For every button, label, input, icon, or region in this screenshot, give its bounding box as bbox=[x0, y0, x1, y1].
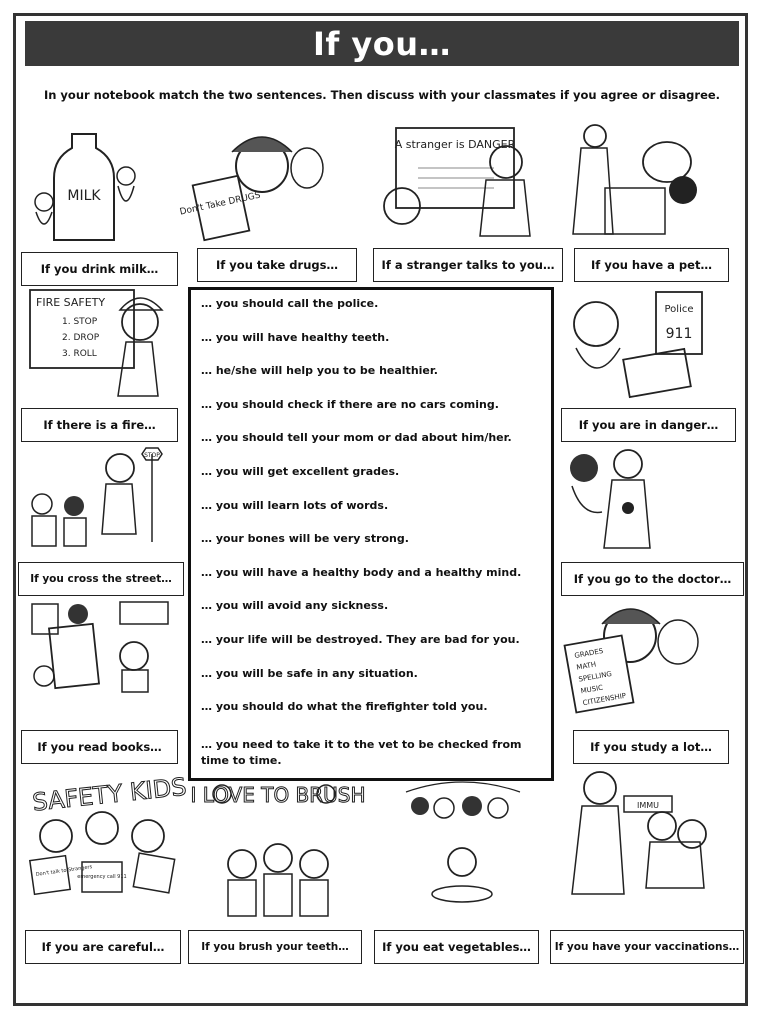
ending-item: … you will be safe in any situation. bbox=[201, 666, 418, 680]
safety-sign-strangers: Don't talk to Strangers bbox=[35, 864, 93, 878]
pet-illustration bbox=[567, 122, 707, 240]
fire-step-3: 3. ROLL bbox=[62, 349, 97, 359]
ending-item: … your life will be destroyed. They are bad for you. bbox=[201, 632, 520, 646]
label-drink-milk: If you drink milk… bbox=[21, 252, 178, 286]
drugs-illustration bbox=[178, 124, 327, 242]
fire-step-2: 2. DROP bbox=[62, 333, 100, 343]
vegetables-illustration bbox=[398, 776, 528, 908]
label-study: If you study a lot… bbox=[573, 730, 729, 764]
ending-item: … you need to take it to the vet to be checked from time to time. bbox=[201, 737, 522, 767]
police-sign-text: Police bbox=[664, 304, 694, 315]
study-word-music: MUSIC bbox=[580, 683, 604, 696]
brush-title: I LOVE TO BRUSH bbox=[190, 783, 366, 807]
label-read-books: If you read books… bbox=[21, 730, 178, 764]
ending-item: … your bones will be very strong. bbox=[201, 532, 409, 546]
endings-list bbox=[191, 290, 551, 777]
stranger-sign-text: A stranger is DANGER bbox=[394, 138, 516, 151]
ending-item: … you should do what the firefighter told you. bbox=[201, 700, 488, 714]
drugs-sign-text: Don't Take DRUGS bbox=[178, 190, 262, 218]
ending-item: … you should check if there are no cars coming. bbox=[201, 397, 499, 411]
study-illustration bbox=[566, 596, 706, 714]
doctor-illustration bbox=[566, 446, 656, 552]
fire-sign-title: FIRE SAFETY bbox=[36, 296, 106, 309]
study-word-grades: GRADES bbox=[573, 646, 604, 660]
label-fire: If there is a fire… bbox=[21, 408, 178, 442]
stranger-illustration bbox=[378, 122, 538, 240]
police-number: 911 bbox=[665, 326, 693, 342]
ending-item: … you will have a healthy body and a healthy mind. bbox=[201, 565, 522, 579]
study-word-citizenship: CITIZENSHIP bbox=[582, 691, 627, 708]
vaccine-sign-text: IMMU bbox=[636, 801, 660, 810]
brush-illustration bbox=[190, 776, 366, 926]
ending-item: … you will avoid any sickness. bbox=[201, 599, 389, 613]
safety-sign-emergency: emergency call 911 bbox=[77, 874, 127, 880]
ending-item: … he/she will help you to be healthier. bbox=[201, 364, 438, 378]
study-word-math: MATH bbox=[575, 660, 597, 672]
stop-sign-text: STOP bbox=[144, 452, 160, 459]
label-brush-teeth: If you brush your teeth… bbox=[188, 930, 362, 964]
label-careful: If you are careful… bbox=[25, 930, 181, 964]
label-pet: If you have a pet… bbox=[574, 248, 729, 282]
police-phone-illustration bbox=[566, 288, 706, 396]
instructions: In your notebook match the two sentences. Then discuss with your classmates if you agree or disagree. bbox=[43, 88, 721, 102]
safety-kids-title: SAFETY KIDS bbox=[31, 772, 188, 817]
milk-label: MILK bbox=[67, 188, 101, 204]
ending-item: … you will learn lots of words. bbox=[201, 498, 389, 512]
safety-kids-illustration bbox=[26, 770, 188, 900]
endings-box bbox=[188, 287, 554, 781]
vaccination-illustration bbox=[566, 768, 716, 898]
label-vaccinations: If you have your vaccinations… bbox=[550, 930, 744, 964]
label-doctor: If you go to the doctor… bbox=[561, 562, 744, 596]
label-danger: If you are in danger… bbox=[561, 408, 736, 442]
label-take-drugs: If you take drugs… bbox=[197, 248, 357, 282]
fire-step-1: 1. STOP bbox=[62, 317, 98, 327]
ending-item: … you will have healthy teeth. bbox=[201, 330, 390, 344]
ending-item: … you should call the police. bbox=[201, 297, 379, 310]
label-vegetables: If you eat vegetables… bbox=[374, 930, 539, 964]
cross-street-illustration bbox=[26, 446, 166, 552]
read-books-illustration bbox=[28, 598, 178, 698]
page-title: If you… bbox=[25, 21, 739, 66]
ending-item: … you should tell your mom or dad about him/her. bbox=[201, 431, 512, 445]
study-word-spelling: SPELLING bbox=[577, 669, 613, 684]
milk-illustration bbox=[28, 122, 140, 250]
label-cross-street: If you cross the street… bbox=[18, 562, 184, 596]
fire-safety-illustration bbox=[28, 288, 168, 400]
ending-item: … you will get excellent grades. bbox=[201, 464, 400, 478]
label-stranger: If a stranger talks to you… bbox=[373, 248, 563, 282]
